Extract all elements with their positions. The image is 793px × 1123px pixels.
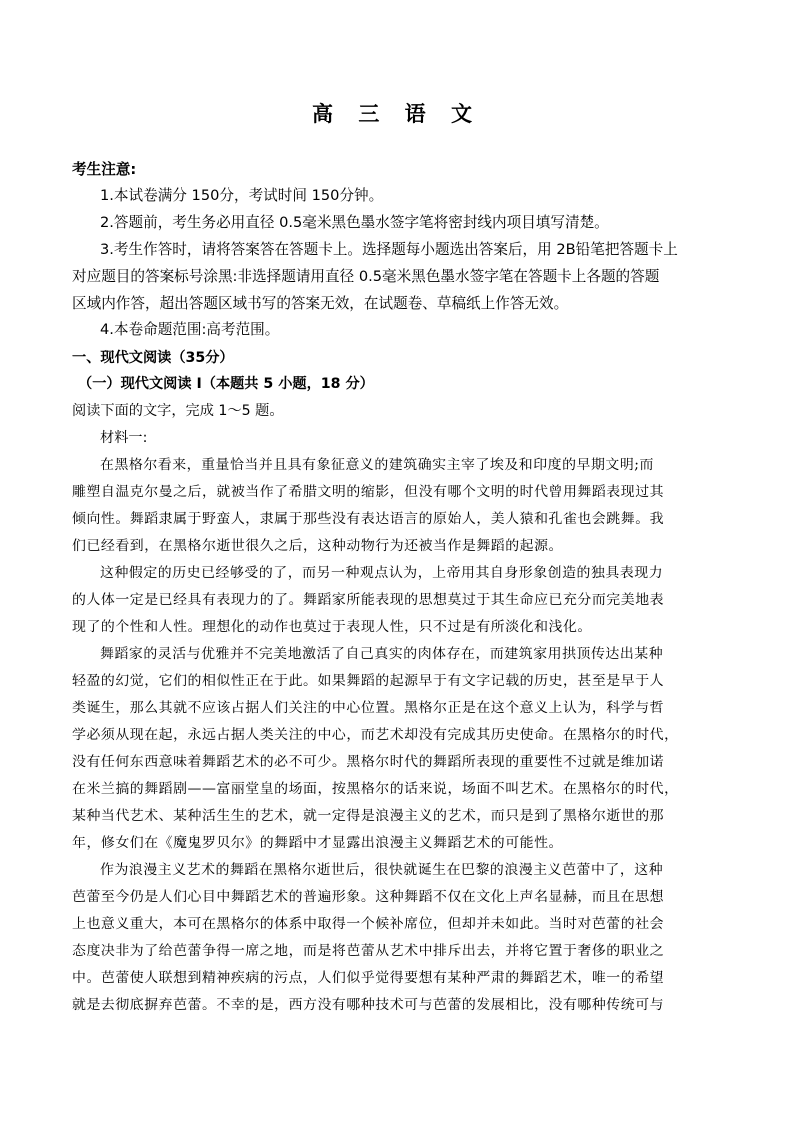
notice-line: 区域内作答，超出答题区域书写的答案无效，在试题卷、草稿纸上作答无效。: [72, 295, 569, 312]
subsection-heading: （一）现代文阅读 I（本题共 5 小题，18 分）: [78, 376, 374, 392]
notice-heading: 考生注意:: [72, 161, 137, 178]
passage-line: 在黑格尔看来，重量恰当并且具有象征意义的建筑确实主宰了埃及和印度的早期文明;而: [100, 457, 654, 473]
passage-line: 中。芭蕾使人联想到精神疾病的污点，人们似乎觉得要想有某种严肃的舞蹈艺术，唯一的希望: [72, 970, 665, 986]
passage-line: 学必须从现在起，永远占据人类关注的中心，而艺术却没有完成其历史使命。在黑格尔的时代，: [72, 727, 679, 743]
passage-line: 芭蕾至今仍是人们心目中舞蹈艺术的普遍形象。这种舞蹈不仅在文化上声名显赫，而且在思想: [72, 889, 665, 905]
passage-line: 舞蹈家的灵活与优雅并不完美地激活了自己真实的肉体存在，而建筑家用拱顶传达出某种: [100, 646, 664, 662]
notice-line: 2.答题前，考生务必用直径 0.5毫米黑色墨水签字笔将密封线内项目填写清楚。: [100, 214, 609, 231]
notice-line: 4.本卷命题范围:高考范围。: [100, 321, 280, 338]
reading-instruction: 阅读下面的文字，完成 1～5 题。: [72, 403, 284, 419]
passage-line: 上也意义重大，本可在黑格尔的体系中取得一个候补席位，但却并未如此。当时对芭蕾的社会: [72, 916, 665, 932]
exam-title: 高 三 语 文: [312, 101, 481, 126]
passage-line: 没有任何东西意味着舞蹈艺术的必不可少。黑格尔时代的舞蹈所表现的重要性不过就是维加诺: [72, 754, 665, 770]
passage-line: 轻盈的幻觉，它们的相似性正在于此。如果舞蹈的起源早于有文字记载的历史，甚至是早于人: [72, 673, 665, 689]
passage-line: 现了的个性和人性。理想化的动作也莫过于表现人性，只不过是有所淡化和浅化。: [72, 619, 592, 635]
passage-line: 某种当代艺术、某种活生生的艺术，就一定得是浪漫主义的艺术，而只是到了黑格尔逝世的那: [72, 808, 665, 824]
passage-line: 类诞生，那么其就不应该占据人们关注的中心位置。黑格尔正是在这个意义上认为，科学与哲: [72, 700, 665, 716]
passage-line: 作为浪漫主义艺术的舞蹈在黑格尔逝世后，很快就诞生在巴黎的浪漫主义芭蕾中了，这种: [100, 862, 664, 878]
material-label: 材料一:: [100, 430, 148, 446]
notice-line: 对应题目的答案标号涂黑:非选择题请用直径 0.5毫米黑色墨水签字笔在答题卡上各题的答题: [72, 268, 660, 285]
passage-line: 态度决非为了给芭蕾争得一席之地，而是将芭蕾从艺术中排斥出去，并将它置于奢侈的职业之: [72, 943, 665, 959]
passage-line: 雕塑自温克尔曼之后，就被当作了希腊文明的缩影，但没有哪个文明的时代曾用舞蹈表现过其: [72, 484, 665, 500]
passage-line: 的人体一定是已经具有表现力的了。舞蹈家所能表现的思想莫过于其生命应已充分而完美地表: [72, 592, 665, 608]
passage-line: 这种假定的历史已经够受的了，而另一种观点认为，上帝用其自身形象创造的独具表现力: [100, 565, 664, 581]
passage-line: 就是去彻底摒弃芭蕾。不幸的是，西方没有哪种技术可与芭蕾的发展相比，没有哪种传统可与: [72, 997, 665, 1013]
passage-line: 倾向性。舞蹈隶属于野蛮人，隶属于那些没有表达语言的原始人，美人猿和孔雀也会跳舞。我: [72, 511, 665, 527]
notice-line: 3.考生作答时，请将答案答在答题卡上。选择题每小题选出答案后，用 2B铅笔把答题卡上: [100, 241, 678, 258]
passage-line: 年，修女们在《魔鬼罗贝尔》的舞蹈中才显露出浪漫主义舞蹈艺术的可能性。: [72, 835, 563, 851]
notice-line: 1.本试卷满分 150分，考试时间 150分钟。: [100, 187, 384, 204]
passage-line: 在米兰搞的舞蹈剧——富丽堂皇的场面，按黑格尔的话来说，场面不叫艺术。在黑格尔的时代，: [72, 781, 679, 797]
section-heading: 一、现代文阅读（35分）: [72, 350, 234, 366]
passage-line: 们已经看到，在黑格尔逝世很久之后，这种动物行为还被当作是舞蹈的起源。: [72, 538, 563, 554]
